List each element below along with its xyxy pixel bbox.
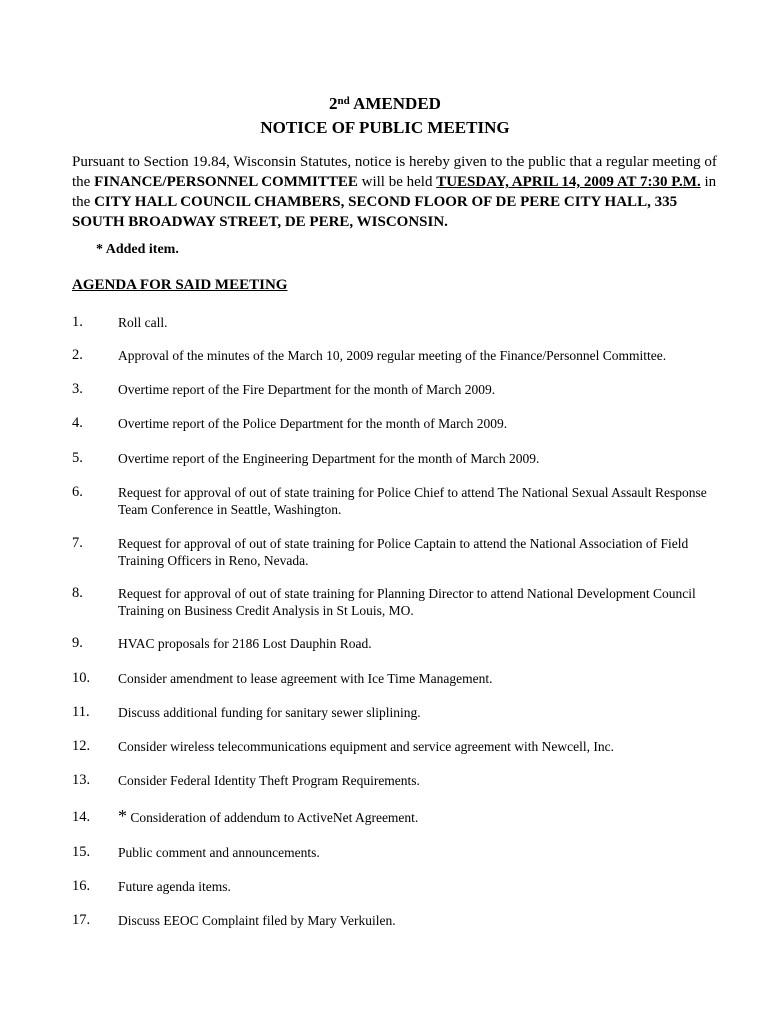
agenda-item-text: Public comment and announcements. [118, 845, 320, 860]
agenda-item-text-content: Consideration of addendum to ActiveNet Agreement. [127, 810, 419, 825]
agenda-item-number: 2. [72, 347, 83, 363]
notice-paragraph [72, 152, 732, 232]
agenda-item-number: 7. [72, 535, 83, 551]
document-title-line2: NOTICE OF PUBLIC MEETING [260, 118, 510, 137]
agenda-item-number: 13. [72, 772, 91, 788]
agenda-item-text [118, 806, 718, 826]
agenda-item-number: 16. [72, 878, 91, 894]
agenda-item-text: Consider Federal Identity Theft Program Requirements. [118, 773, 420, 788]
notice-text-part3: in the [72, 174, 717, 210]
notice-text-part1: Pursuant to Section 19.84, Wisconsin Statutes, notice is hereby given to the public that a regular meeting of the [72, 154, 717, 190]
agenda-item-text: Overtime report of the Engineering Department for the month of March 2009. [118, 451, 540, 466]
agenda-item-number: 6. [72, 484, 83, 500]
agenda-item-text: Discuss additional funding for sanitary sewer sliplining. [118, 705, 421, 720]
title-ordinal: 2 [329, 94, 338, 113]
agenda-item-text: Consider wireless telecommunications equipment and service agreement with Newcell, Inc. [118, 739, 614, 754]
meeting-datetime: TUESDAY, APRIL 14, 2009 AT 7:30 P.M. [436, 174, 701, 190]
agenda-heading: AGENDA FOR SAID MEETING [72, 277, 288, 293]
meeting-location: CITY HALL COUNCIL CHAMBERS, SECOND FLOOR OF DE PERE CITY HALL, 335 SOUTH BROADWAY STREET, DE PERE, WISCONSIN. [72, 194, 678, 230]
agenda-item-number: 4. [72, 415, 83, 431]
agenda-item-number: 8. [72, 585, 83, 601]
committee-name: FINANCE/PERSONNEL COMMITTEE [94, 174, 358, 190]
agenda-item-text: Request for approval of out of state training for Planning Director to attend National Development Council Training on Business Credit Analysis in St Louis, MO. [118, 586, 696, 618]
agenda-item-text: Roll call. [118, 315, 168, 330]
agenda-item-text: Approval of the minutes of the March 10, 2009 regular meeting of the Finance/Personnel Committee. [118, 348, 667, 363]
agenda-item-number: 14. [72, 809, 91, 825]
agenda-item-text: Discuss EEOC Complaint filed by Mary Verkuilen. [118, 913, 396, 928]
agenda-item-number: 9. [72, 635, 83, 651]
document-title-line1 [0, 92, 770, 116]
agenda-item-number: 10. [72, 670, 91, 686]
added-item-asterisk: * [118, 806, 127, 826]
agenda-item-text: HVAC proposals for 2186 Lost Dauphin Road. [118, 636, 372, 651]
title-amended: AMENDED [349, 94, 441, 113]
agenda-item-number: 12. [72, 738, 91, 754]
agenda-item-number: 5. [72, 450, 83, 466]
agenda-item-text: Future agenda items. [118, 879, 231, 894]
agenda-item-number: 15. [72, 844, 91, 860]
agenda-item-text: Overtime report of the Fire Department for the month of March 2009. [118, 382, 496, 397]
agenda-item-number: 3. [72, 381, 83, 397]
agenda-item-number: 11. [72, 704, 90, 720]
agenda-item-text: Consider amendment to lease agreement with Ice Time Management. [118, 671, 493, 686]
added-item-note: * Added item. [96, 242, 179, 257]
agenda-item-text: Request for approval of out of state training for Police Captain to attend the National Association of Field Training Officers in Reno, Nevada. [118, 536, 689, 568]
agenda-item-number: 1. [72, 314, 83, 330]
agenda-item-number: 17. [72, 912, 91, 928]
notice-text-part2: will be held [357, 174, 437, 190]
agenda-item-text: Overtime report of the Police Department for the month of March 2009. [118, 416, 508, 431]
agenda-item-text: Request for approval of out of state training for Police Chief to attend The National Sexual Assault Response Team Conference in Seattle, Washington. [118, 485, 707, 517]
title-ordinal-suffix: nd [337, 95, 350, 107]
